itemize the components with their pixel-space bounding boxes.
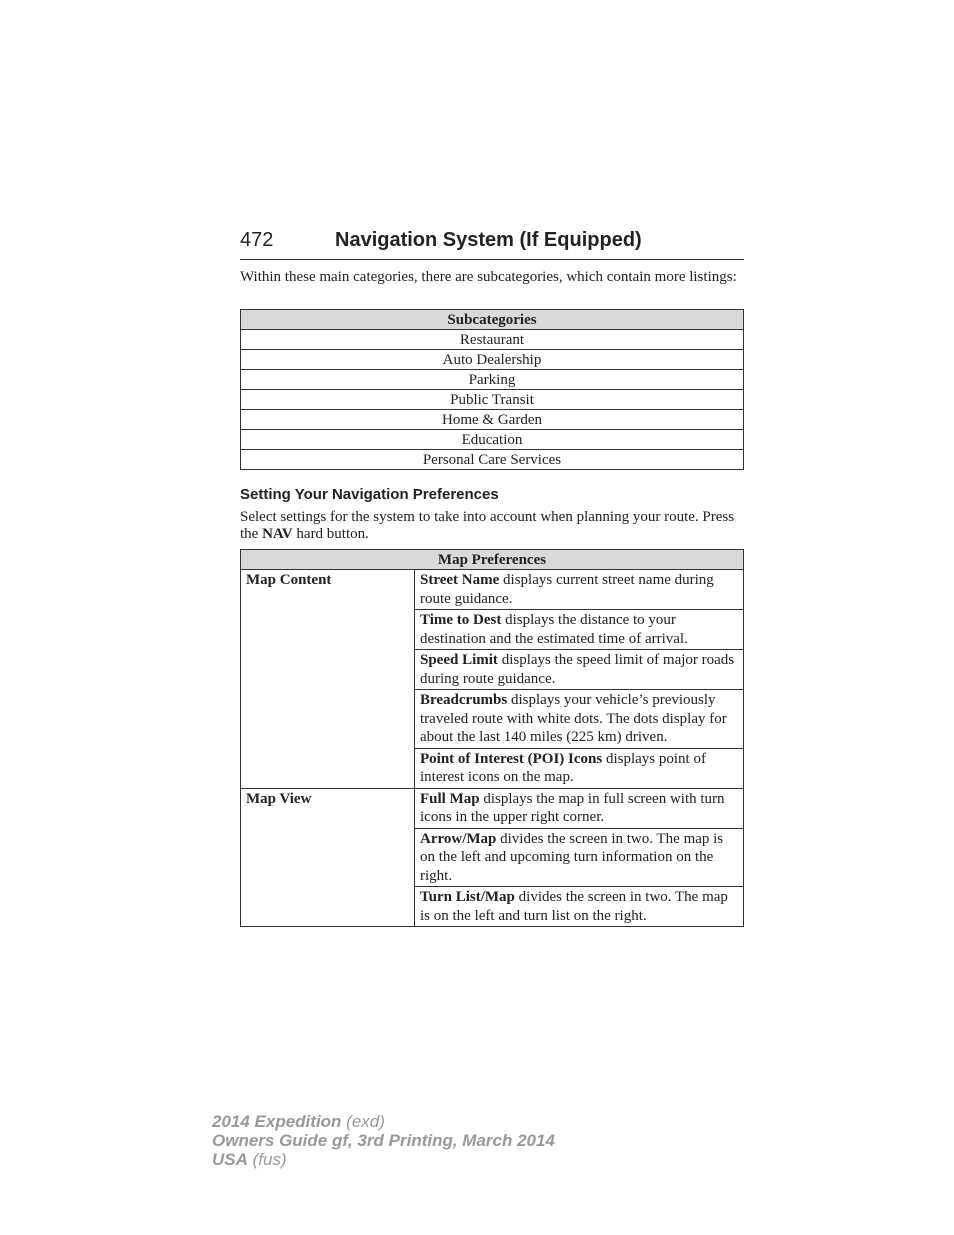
preference-text: displays your vehicle’s previously traveled route with white dots. The dots display for about the last 140 miles (225 km) driven.: [420, 692, 727, 745]
subcategory-row: Home & Garden: [241, 410, 744, 430]
preference-text: displays the distance to your destination and the estimated time of arrival.: [420, 612, 688, 647]
subcategory-row: Parking: [241, 370, 744, 390]
section-body-text-end: hard button.: [292, 526, 369, 542]
preference-description: [415, 650, 744, 690]
footer-market-code: (fus): [247, 1150, 287, 1169]
subcategory-row: Auto Dealership: [241, 350, 744, 370]
preference-text: displays point of interest icons on the map.: [420, 750, 706, 785]
preference-text: divides the screen in two. The map is on the left and turn list on the right.: [420, 889, 728, 924]
preference-description: [415, 570, 744, 610]
preference-text: divides the screen in two. The map is on the left and upcoming turn information on the right.: [420, 830, 724, 884]
subcategories-header: Subcategories: [241, 310, 744, 330]
preference-term: Speed Limit: [420, 652, 498, 668]
subcategories-table: [240, 309, 744, 470]
preference-description: [415, 610, 744, 650]
footer-line-1: [212, 1112, 555, 1131]
preference-description: [415, 828, 744, 887]
preference-description: [415, 748, 744, 788]
intro-paragraph: Within these main categories, there are subcategories, which contain more listings:: [240, 269, 737, 285]
subcategory-row: Public Transit: [241, 390, 744, 410]
page-header: [240, 229, 744, 260]
category-cell: Map View: [241, 788, 415, 927]
page-title: Navigation System (If Equipped): [335, 229, 642, 251]
category-cell: Map Content: [241, 570, 415, 789]
footer-market: USA: [212, 1150, 248, 1169]
map-preferences-header: Map Preferences: [241, 550, 744, 570]
section-heading: Setting Your Navigation Preferences: [240, 486, 499, 503]
subcategory-row: Education: [241, 430, 744, 450]
subcategory-row: Personal Care Services: [241, 450, 744, 470]
nav-button-label: NAV: [262, 526, 293, 542]
footer-vehicle: 2014 Expedition: [212, 1112, 342, 1131]
preference-description: [415, 788, 744, 828]
preference-text: displays the speed limit of major roads during route guidance.: [420, 652, 735, 687]
page-footer: [212, 1112, 555, 1169]
preference-description: [415, 887, 744, 927]
page-number: 472: [240, 229, 274, 251]
footer-line-2: Owners Guide gf, 3rd Printing, March 2014: [212, 1131, 555, 1150]
preference-term: Turn List/Map: [420, 889, 515, 905]
footer-line-3: [212, 1150, 555, 1169]
preference-term: Full Map: [420, 790, 480, 807]
preference-term: Point of Interest (POI) Icons: [420, 750, 603, 767]
preference-term: Arrow/Map: [420, 830, 497, 847]
preference-term: Street Name: [420, 572, 500, 588]
preference-term: Time to Dest: [420, 612, 502, 628]
section-body: [240, 509, 744, 543]
preference-description: [415, 690, 744, 749]
subcategory-row: Restaurant: [241, 330, 744, 350]
map-preferences-table: [240, 549, 744, 927]
section-body-text: Select settings for the system to take into account when planning your route. Press the: [240, 509, 735, 542]
footer-vehicle-code: (exd): [341, 1112, 385, 1131]
preference-text: displays current street name during route guidance.: [420, 572, 714, 607]
preference-text: displays the map in full screen with turn icons in the upper right corner.: [420, 790, 725, 825]
preference-term: Breadcrumbs: [420, 692, 508, 708]
